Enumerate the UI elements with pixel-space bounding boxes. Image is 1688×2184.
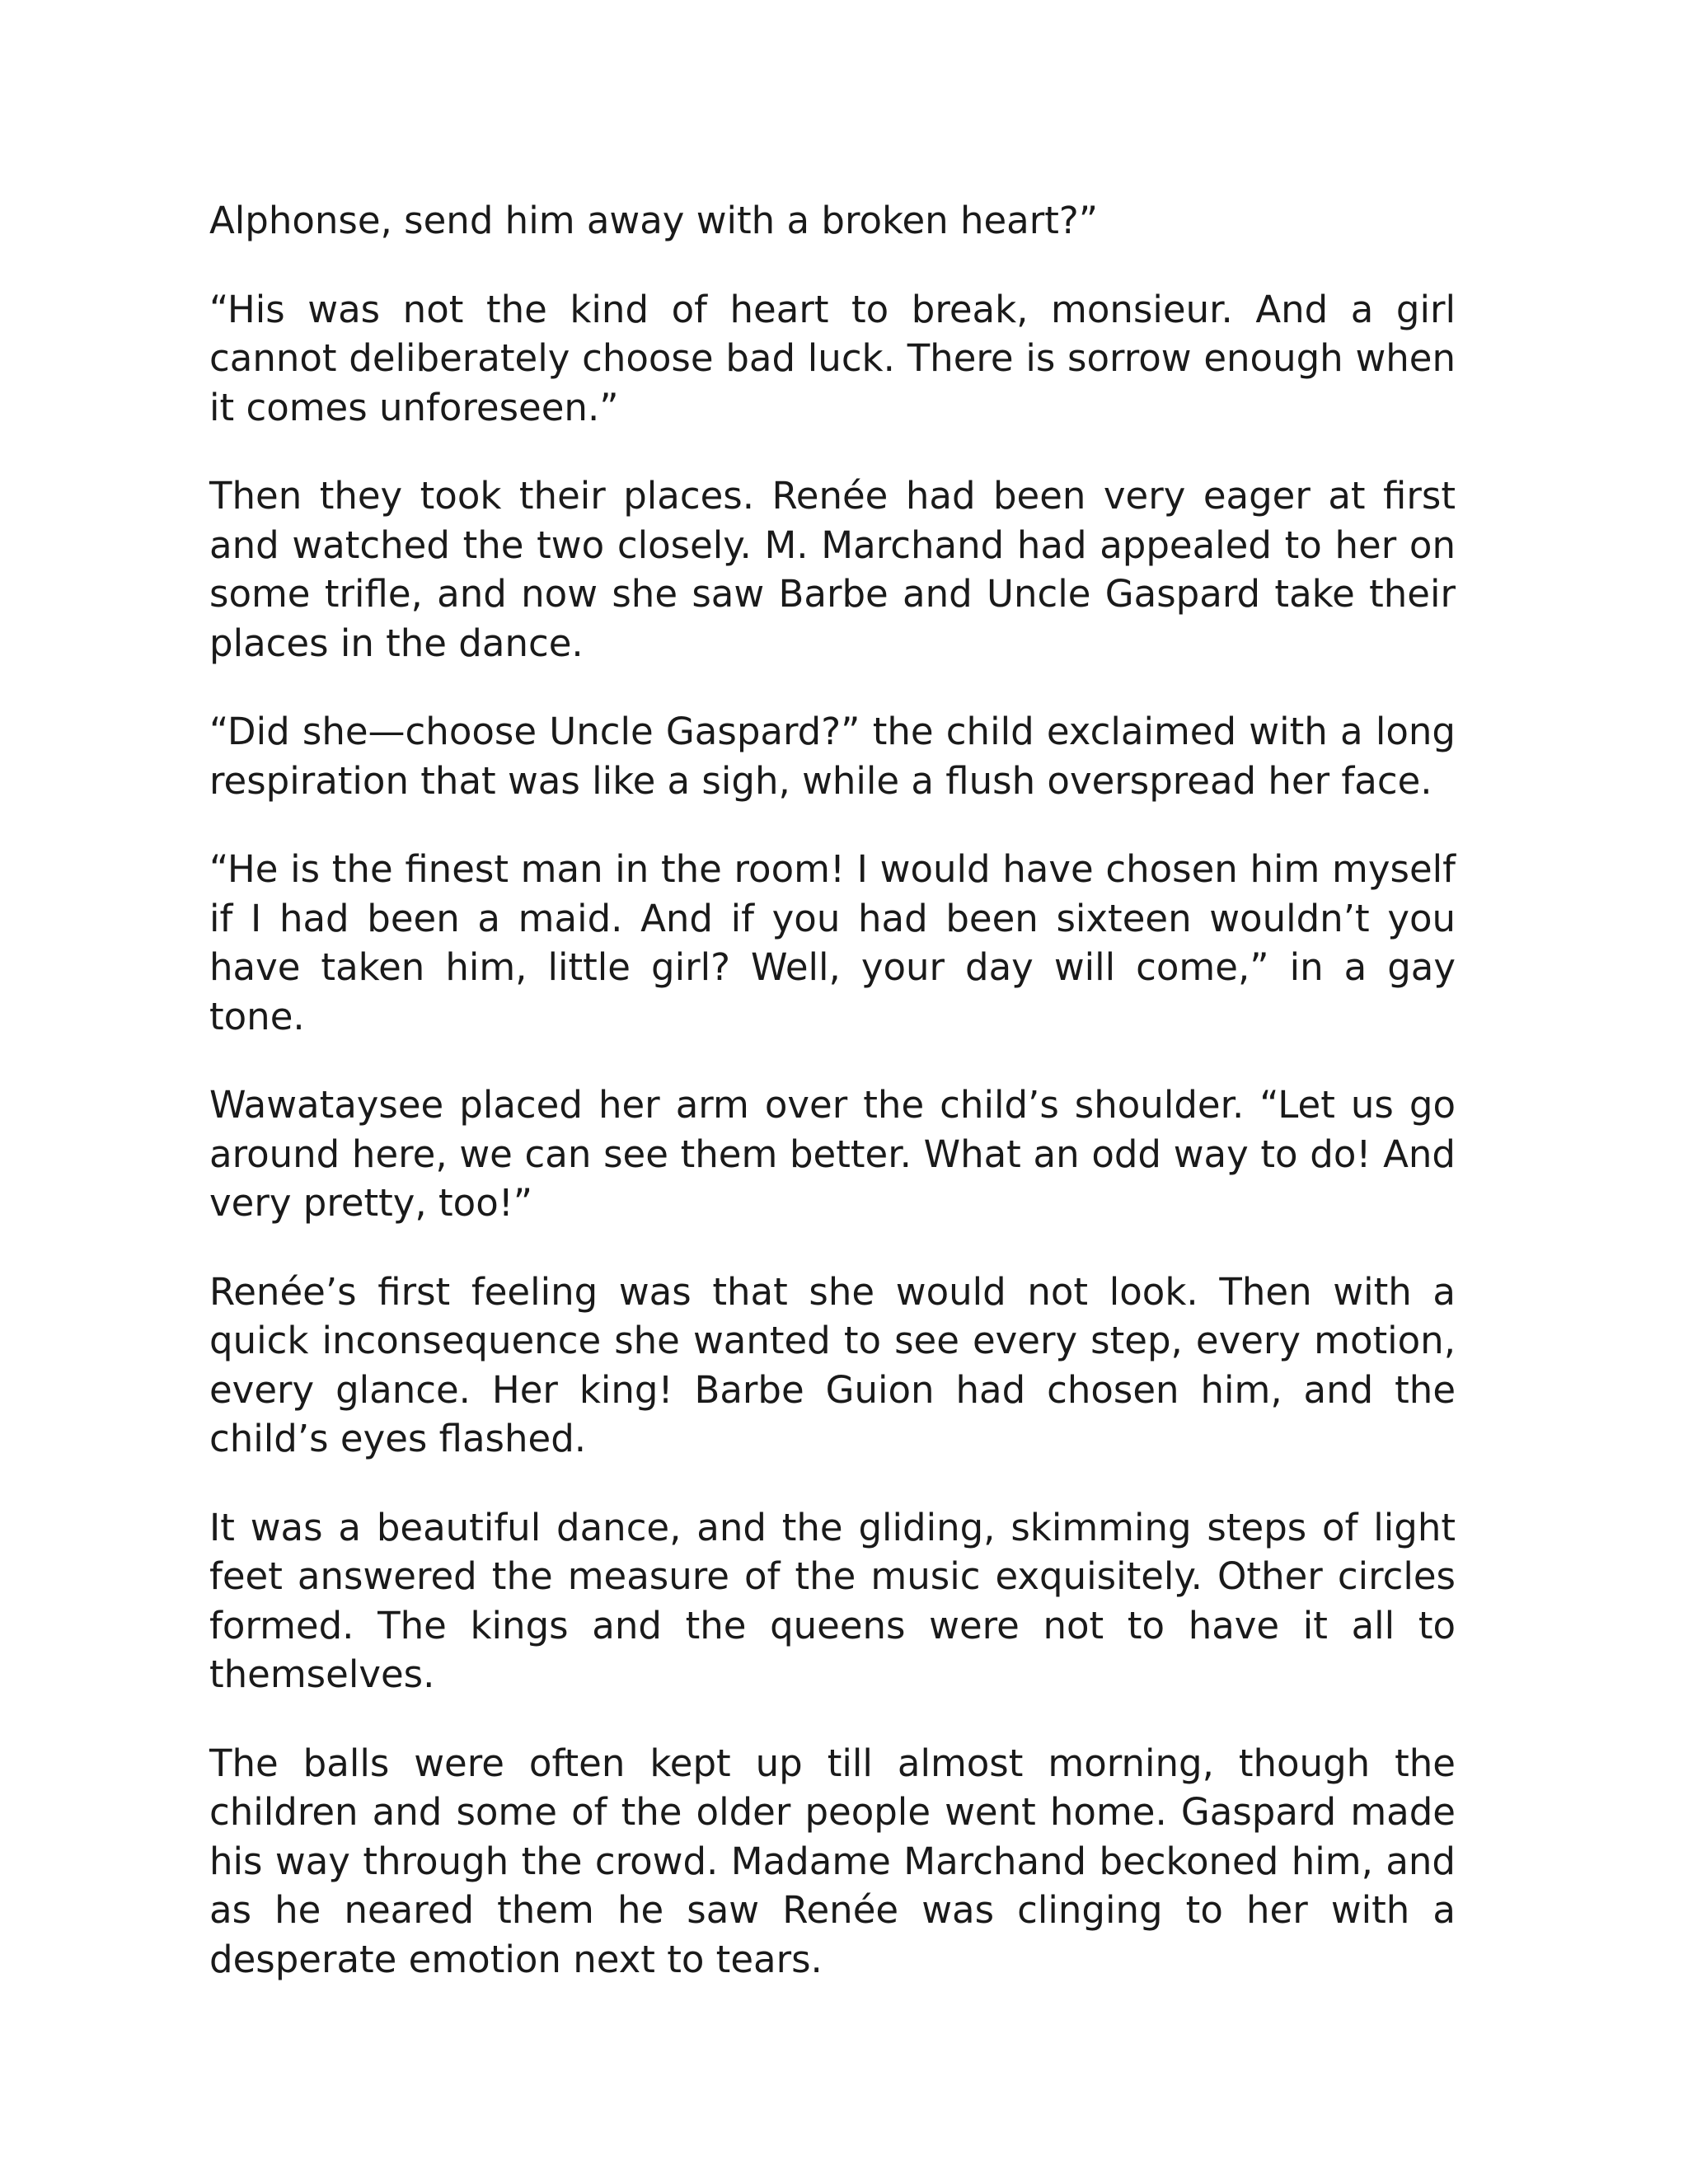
page-text <box>209 196 1456 1984</box>
paragraph-2: “His was not the kind of heart to break, monsieur. And a girl cannot deliberately choose bad luck. There is sorrow enough when it comes unforeseen.” <box>209 287 1456 429</box>
paragraph-6: Wawataysee placed her arm over the child’s shoulder. “Let us go around here, we can see them better. What an odd way to do! And very pretty, too!” <box>209 1083 1456 1225</box>
paragraph-9: The balls were often kept up till almost morning, though the children and some of the older people went home. Gaspard made his way through the crowd. Madame Marchand beckoned him, and as he neared them he saw Renée was clinging to her with a desperate emotion next to tears. <box>209 1741 1456 1981</box>
paragraph-1: Alphonse, send him away with a broken heart?” <box>209 199 1099 242</box>
paragraph-8: It was a beautiful dance, and the gliding, skimming steps of light feet answered the measure of the music exquisitely. Other circles formed. The kings and the queens were not to have it all to themselves. <box>209 1505 1456 1696</box>
paragraph-3: Then they took their places. Renée had been very eager at first and watched the two closely. M. Marchand had appealed to her on some trifle, and now she saw Barbe and Uncle Gaspard take their places in the dance. <box>209 474 1456 665</box>
paragraph-7: Renée’s first feeling was that she would not look. Then with a quick inconsequence she wanted to see every step, every motion, every glance. Her king! Barbe Guion had chosen him, and the child’s eyes flashed. <box>209 1269 1456 1460</box>
paragraph-4: “Did she—choose Uncle Gaspard?” the child exclaimed with a long respiration that was like a sigh, while a flush overspread her face. <box>209 710 1456 803</box>
paragraph-5: “He is the finest man in the room! I would have chosen him myself if I had been a maid. And if you had been sixteen wouldn’t you have taken him, little girl? Well, your day will come,” in a gay tone. <box>209 847 1456 1038</box>
